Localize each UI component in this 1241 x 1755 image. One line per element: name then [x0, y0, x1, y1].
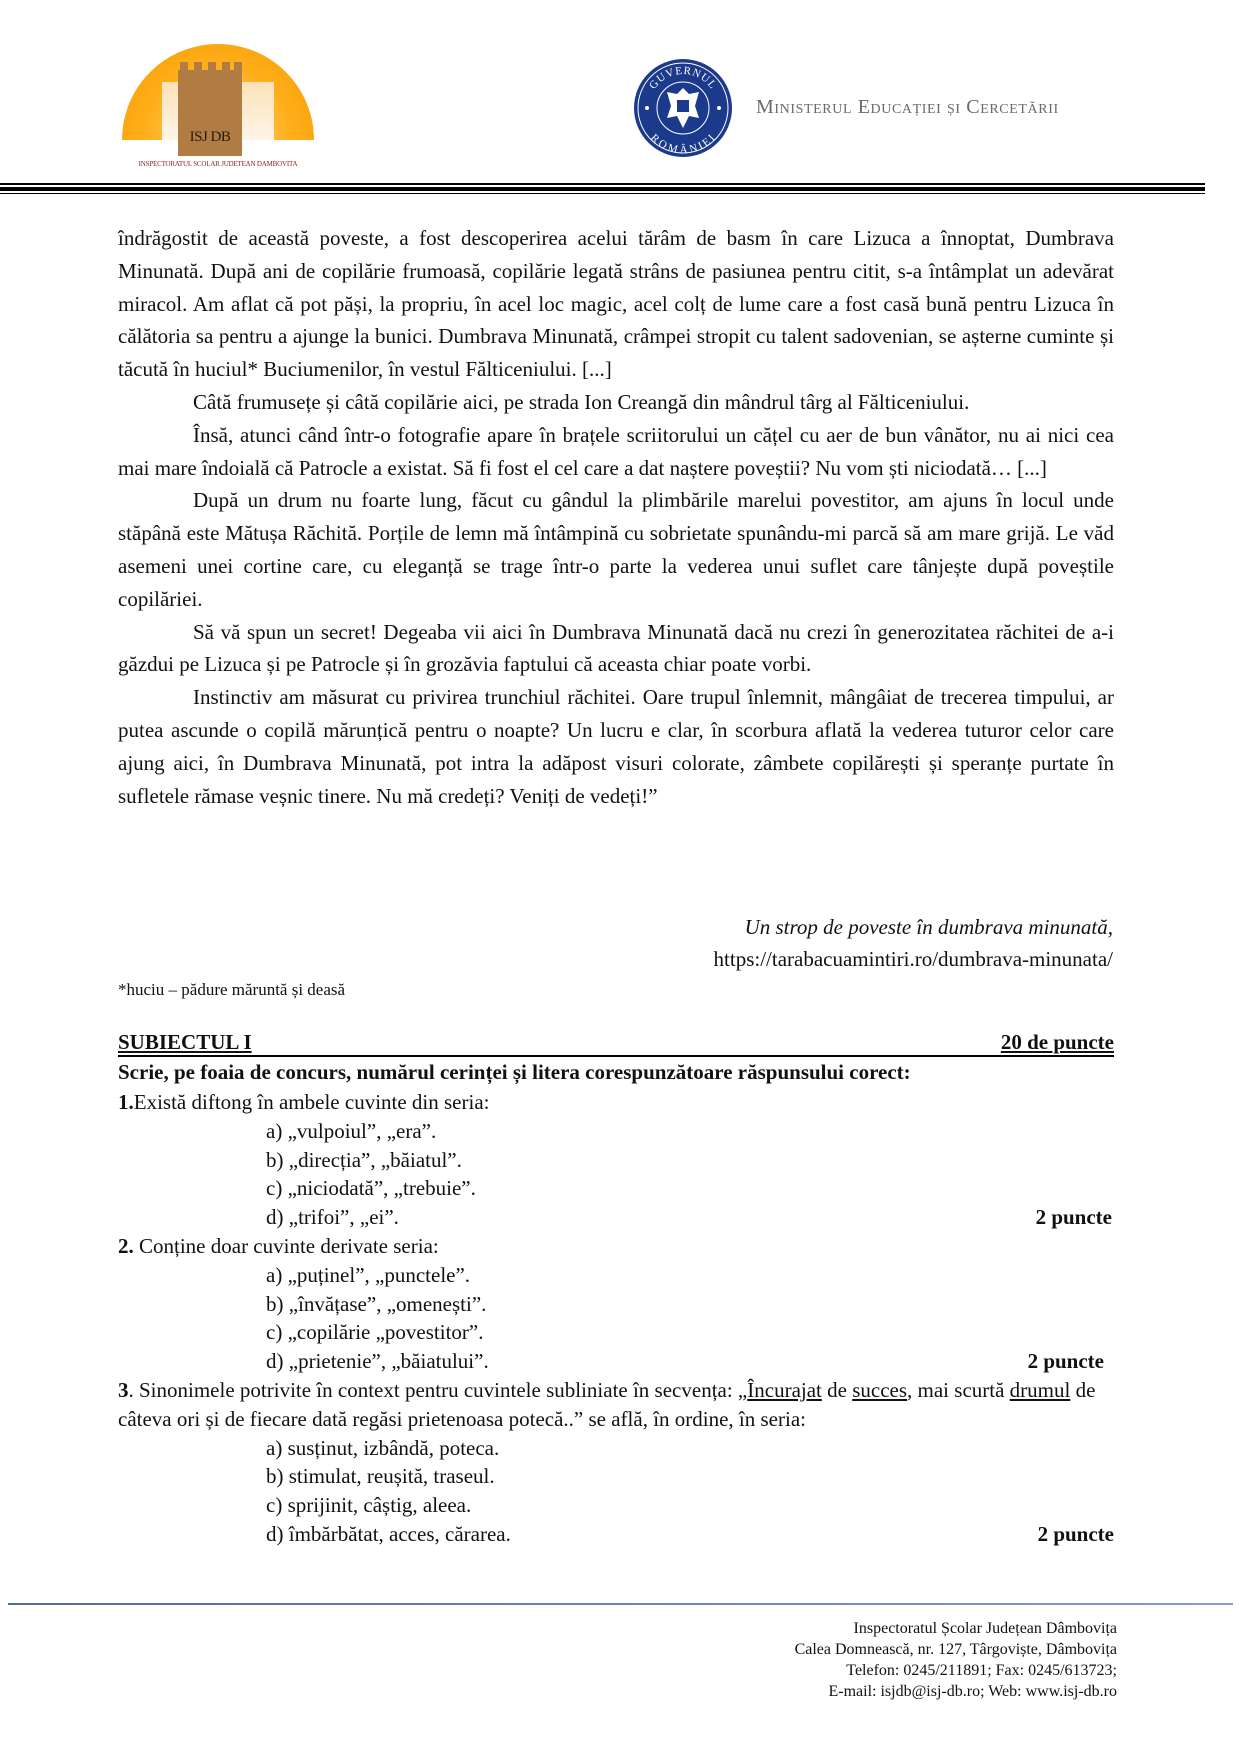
question-2: [118, 1232, 1114, 1376]
option-c: c) „niciodată”, „trebuie”.: [266, 1176, 476, 1201]
subject-header: [118, 1030, 1114, 1057]
footer-street: Calea Domnească, nr. 127, Târgoviște, Dâmbovița: [794, 1641, 1117, 1658]
option-a: a) „puținel”, „punctele”.: [266, 1262, 471, 1287]
instruction: Scrie, pe foaia de concurs, numărul cerinței și litera corespunzătoare răspunsului corect:: [118, 1060, 911, 1084]
footer-contact: E-mail: isjdb@isj-db.ro; Web: www.isj-db.ro: [828, 1683, 1117, 1700]
option-a: a) susținut, izbândă, poteca.: [266, 1435, 500, 1460]
footer-institution: Inspectoratul Școlar Județean Dâmbovița: [853, 1620, 1117, 1637]
header-divider: [0, 183, 1205, 194]
footer-address: [795, 1618, 1117, 1702]
underlined-word: succes: [852, 1378, 908, 1402]
svg-text:GUVERNUL: GUVERNUL: [647, 64, 720, 92]
ministry-name: Ministerul Educației și Cercetării: [756, 96, 1059, 118]
subject-points: 20 de puncte: [1000, 1030, 1114, 1054]
footnote: *huciu – pădure măruntă și deasă: [118, 980, 346, 999]
isj-logo: [118, 44, 318, 174]
logo-caption: INSPECTORATUL SCOLAR JUDETEAN DAMBOVITA: [138, 160, 298, 168]
question-text: Conține doar cuvinte derivate seria:: [133, 1234, 439, 1258]
option-c: c) sprijinit, câștig, aleea.: [266, 1493, 472, 1518]
question-1: [118, 1088, 1114, 1232]
paragraph: îndrăgostit de această poveste, a fost descoperirea acelui tărâm de basm în care Lizuca a înnoptat, Dumbrava Minunată. După ani de copilărie frumoasă, copilărie legată strâns de pasiunea pentru citit, s-a întâmplat un adevărat miracol. Am aflat că pot păși, la propriu, în acel loc magic, acel colț de lume care a fost casă bună pentru Lizuca în călătoria sa pentru a ajunge la bunici. Dumbrava Minunată, crâmpei stropit cu talent sadovenian, se așterne cuminte și tăcută în huciul* Buciumenilor, în vestul Fălticeniului. [...]: [118, 226, 1114, 382]
government-seal-icon: [633, 58, 733, 158]
paragraph: Instinctiv am măsurat cu privirea trunchiul răchitei. Oare trupul înlemnit, mângâiat de trecerea timpului, ar putea ascunde o copilă mărunțică pentru o noapte? Un lucru e clar, în scorbura aflată la vederea tuturor celor care ajung aici, în Dumbrava Minunată, pot intra la adăpost visuri colorate, zâmbete copilărești și speranțe purtate în sufletele rămase veșnic tinere. Nu mă credeți? Veniți de vedeți!”: [118, 685, 1114, 808]
option-b: b) stimulat, reușită, traseul.: [266, 1464, 495, 1489]
source-citation: [714, 911, 1113, 975]
question-text: Există diftong în ambele cuvinte din seria:: [133, 1090, 490, 1114]
question-3: 3. Sinonimele potrivite în context pentru cuvintele subliniate în secvența: „Încurajat de succes, mai scurtă drumul de câteva ori și de fiecare dată regăsi prietenoasa potecă..” se află, în ordine, în seria: a) susținut, izbândă, poteca. b) stimulat, reușită, traseul. c) sprijinit, câștig, aleea. d) îmbărbătat, acces, cărarea. 2 puncte: [118, 1376, 1114, 1549]
footer-phone: Telefon: 0245/211891; Fax: 0245/613723;: [846, 1662, 1117, 1679]
question-number: 3: [118, 1378, 129, 1402]
question-number: 1.: [118, 1090, 134, 1114]
tower-icon: [178, 70, 242, 156]
underlined-word: drumul: [1009, 1378, 1071, 1402]
reading-text: [118, 222, 1114, 812]
logo-label: ISJ DB: [189, 129, 231, 145]
option-b: b) „direcția”, „băiatul”.: [266, 1147, 462, 1172]
svg-text:ROMÂNIEI: ROMÂNIEI: [648, 131, 719, 157]
subject-title: SUBIECTUL I: [118, 1030, 252, 1054]
option-d: d) „trifoi”, „ei”. 2 puncte: [118, 1203, 1114, 1232]
option-b: b) „învățase”, „omenești”.: [266, 1291, 487, 1316]
option-d: d) îmbărbătat, acces, cărarea. 2 puncte: [118, 1520, 1114, 1549]
question-points: 2 puncte: [1027, 1349, 1104, 1374]
question-number: 2.: [118, 1234, 134, 1258]
question-points: 2 puncte: [1037, 1521, 1114, 1546]
option-a: a) „vulpoiul”, „era”.: [266, 1118, 437, 1143]
source-url[interactable]: https://tarabacuamintiri.ro/dumbrava-minunata/: [713, 947, 1113, 971]
paragraph: După un drum nu foarte lung, făcut cu gândul la plimbările marelui povestitor, am ajuns în locul unde stăpână este Mătușa Răchită. Porțile de lemn mă întâmpină cu sobrietate spunându-mi parcă să am mare grijă. Le văd asemeni unei cortine care, cu eleganță se trage într-o parte la vederea unui suflet care tânjește după poveștile copilăriei.: [118, 488, 1114, 611]
question-points: 2 puncte: [1035, 1205, 1112, 1230]
option-c: c) „copilărie „povestitor”.: [266, 1320, 484, 1345]
source-title: Un strop de poveste în dumbrava minunată,: [744, 915, 1113, 939]
underlined-word: Încurajat: [747, 1378, 822, 1402]
footer-divider: [8, 1603, 1233, 1605]
paragraph: Însă, atunci când într-o fotografie apare în brațele scriitorului un cățel cu aer de bun vânător, nu ai nici cea mai mare îndoială că Patrocle a existat. Să fi fost el cel care a dat naștere poveștii? Nu vom ști niciodată… [...]: [118, 422, 1114, 480]
paragraph: Câtă frumusețe și câtă copilărie aici, pe strada Ion Creangă din mândrul târg al Fălticeniului.: [193, 389, 970, 414]
option-d: d) „prietenie”, „băiatului”. 2 puncte: [118, 1347, 1114, 1376]
paragraph: Să vă spun un secret! Degeaba vii aici în Dumbrava Minunată dacă nu crezi în generozitatea răchitei de a-i găzdui pe Lizuca și pe Patrocle și în grozăvia faptului că aceasta chiar poate vorbi.: [118, 619, 1114, 677]
